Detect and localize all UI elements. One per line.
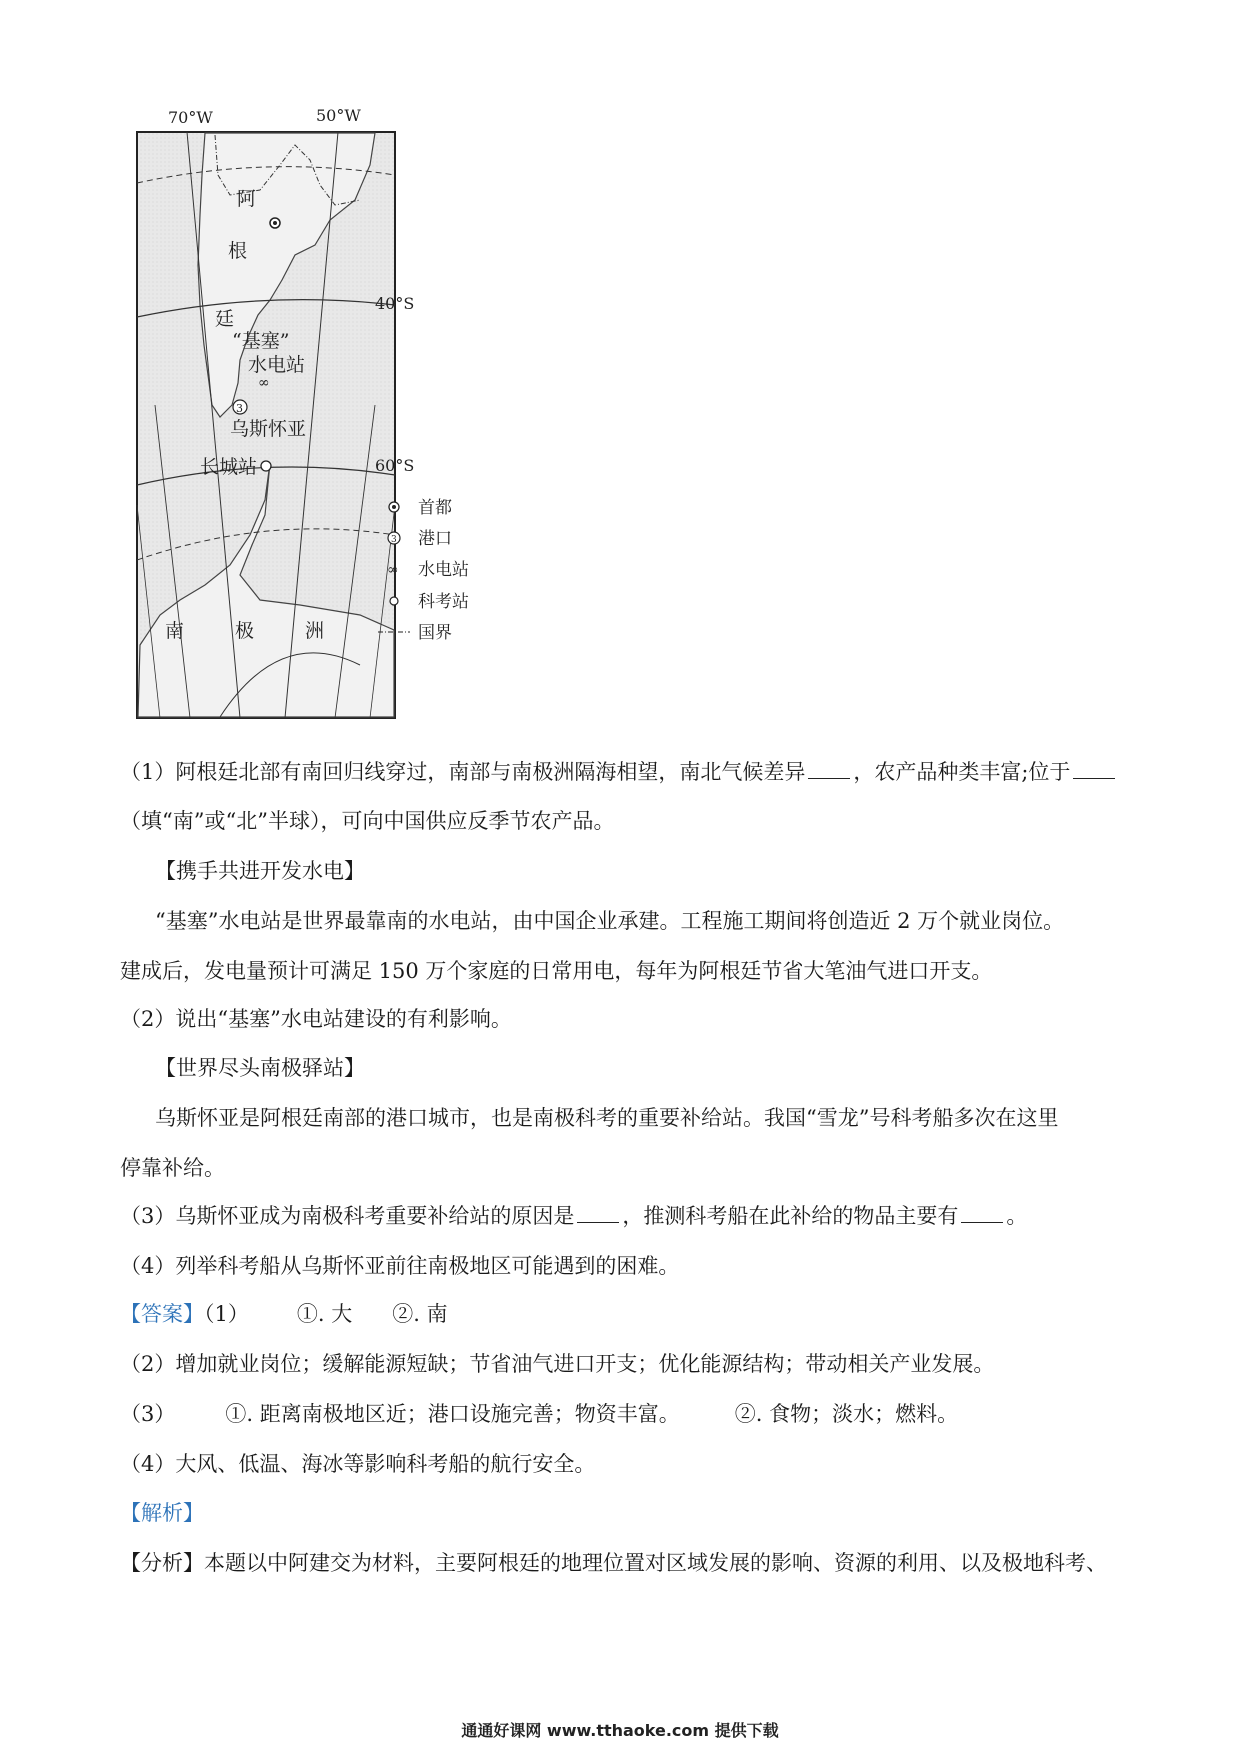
country-char-2: 根 <box>228 240 248 262</box>
answer-a1-2: ②. 南 <box>392 1302 448 1326</box>
section2-para-line1: “基塞”水电站是世界最靠南的水电站，由中国企业承建。工程施工期间将创造近 2 万个就业岗位。 <box>155 909 1065 933</box>
analysis-label: 【解析】 <box>120 1501 204 1525</box>
section3-para-line1: 乌斯怀亚是阿根廷南部的港口城市，也是南极科考的重要补给站。我国“雪龙”号科考船多次在这里 <box>155 1106 1059 1130</box>
answer-a4: （4）大风、低温、海冰等影响科考船的航行安全。 <box>120 1452 596 1476</box>
section2-para-line2: 建成后，发电量预计可满足 150 万个家庭的日常用电，每年为阿根廷节省大笔油气进口开支。 <box>120 959 993 983</box>
answer-line1 <box>120 1298 448 1330</box>
answer-a1-prefix: （1） <box>204 1302 249 1326</box>
antarctica-char-2: 极 <box>235 620 255 642</box>
q1-blank-2[interactable] <box>1073 756 1115 779</box>
q1-blank-1[interactable] <box>808 756 850 779</box>
answer-a1-1: ①. 大 <box>296 1302 353 1326</box>
country-char-3: 廷 <box>215 308 235 330</box>
q1-text-a: （1）阿根廷北部有南回归线穿过，南部与南极洲隔海相望，南北气候差异 <box>120 760 806 784</box>
lon-label-70w: 70°W <box>168 108 213 127</box>
section2-heading: 【携手共进开发水电】 <box>155 859 365 883</box>
q2-text: （2）说出“基塞”水电站建设的有利影响。 <box>120 1007 512 1031</box>
q3-text-c: 。 <box>1006 1204 1028 1228</box>
antarctica-char-1: 南 <box>165 620 185 642</box>
q3-text-a: （3）乌斯怀亚成为南极科考重要补给站的原因是 <box>120 1204 575 1228</box>
hydro-label-line1: “基塞” <box>232 330 290 352</box>
hydro-station-icon: ∞ <box>387 562 399 578</box>
answer-line3 <box>120 1398 958 1430</box>
legend-label-port: 港口 <box>418 529 452 549</box>
q3-line <box>120 1200 1027 1232</box>
port-label: 乌斯怀亚 <box>230 418 307 440</box>
legend-label-border: 国界 <box>418 623 452 643</box>
argentina-map-figure <box>120 105 540 725</box>
station-label: 长城站 <box>200 456 258 478</box>
answer-a3-prefix: （3） <box>120 1402 176 1426</box>
lon-label-50w: 50°W <box>316 106 361 125</box>
svg-text:3: 3 <box>391 535 397 545</box>
q3-blank-1[interactable] <box>577 1200 619 1223</box>
research-station-icon <box>390 597 398 605</box>
section3-para-line2: 停靠补给。 <box>120 1156 225 1180</box>
svg-text:∞: ∞ <box>258 375 270 391</box>
analysis-text: 【分析】本题以中阿建交为材料，主要阿根廷的地理位置对区域发展的影响、资源的利用、以及极地科考、 <box>120 1551 1107 1575</box>
q1-line1 <box>120 756 1118 788</box>
q1-line2: （填“南”或“北”半球），可向中国供应反季节农产品。 <box>120 809 615 833</box>
page-footer: 通通好课网 www.tthaoke.com 提供下载 <box>461 1721 779 1740</box>
lat-label-40s: 40°S <box>375 294 415 313</box>
q1-text-b: ，农产品种类丰富;位于 <box>853 760 1071 784</box>
legend-label-hydro: 水电站 <box>418 560 469 580</box>
q4-text: （4）列举科考船从乌斯怀亚前往南极地区可能遇到的困难。 <box>120 1254 680 1278</box>
q3-text-b: ，推测科考船在此补给的物品主要有 <box>622 1204 959 1228</box>
hydro-label-line2: 水电站 <box>248 354 306 376</box>
answer-a2: （2）增加就业岗位；缓解能源短缺；节省油气进口开支；优化能源结构；带动相关产业发展。 <box>120 1352 995 1376</box>
answer-label: 【答案】 <box>120 1302 204 1326</box>
answer-a3-2: ②. 食物；淡水；燃料。 <box>734 1402 959 1426</box>
section3-heading: 【世界尽头南极驿站】 <box>155 1056 365 1080</box>
svg-text:3: 3 <box>236 402 243 415</box>
answer-a3-1: ①. 距离南极地区近；港口设施完善；物资丰富。 <box>225 1402 680 1426</box>
legend-label-capital: 首都 <box>418 498 452 518</box>
q3-blank-2[interactable] <box>961 1200 1003 1223</box>
country-char-1: 阿 <box>237 188 257 210</box>
legend-label-station: 科考站 <box>418 592 469 612</box>
antarctica-char-3: 洲 <box>305 620 325 642</box>
lat-label-60s: 60°S <box>375 456 415 475</box>
